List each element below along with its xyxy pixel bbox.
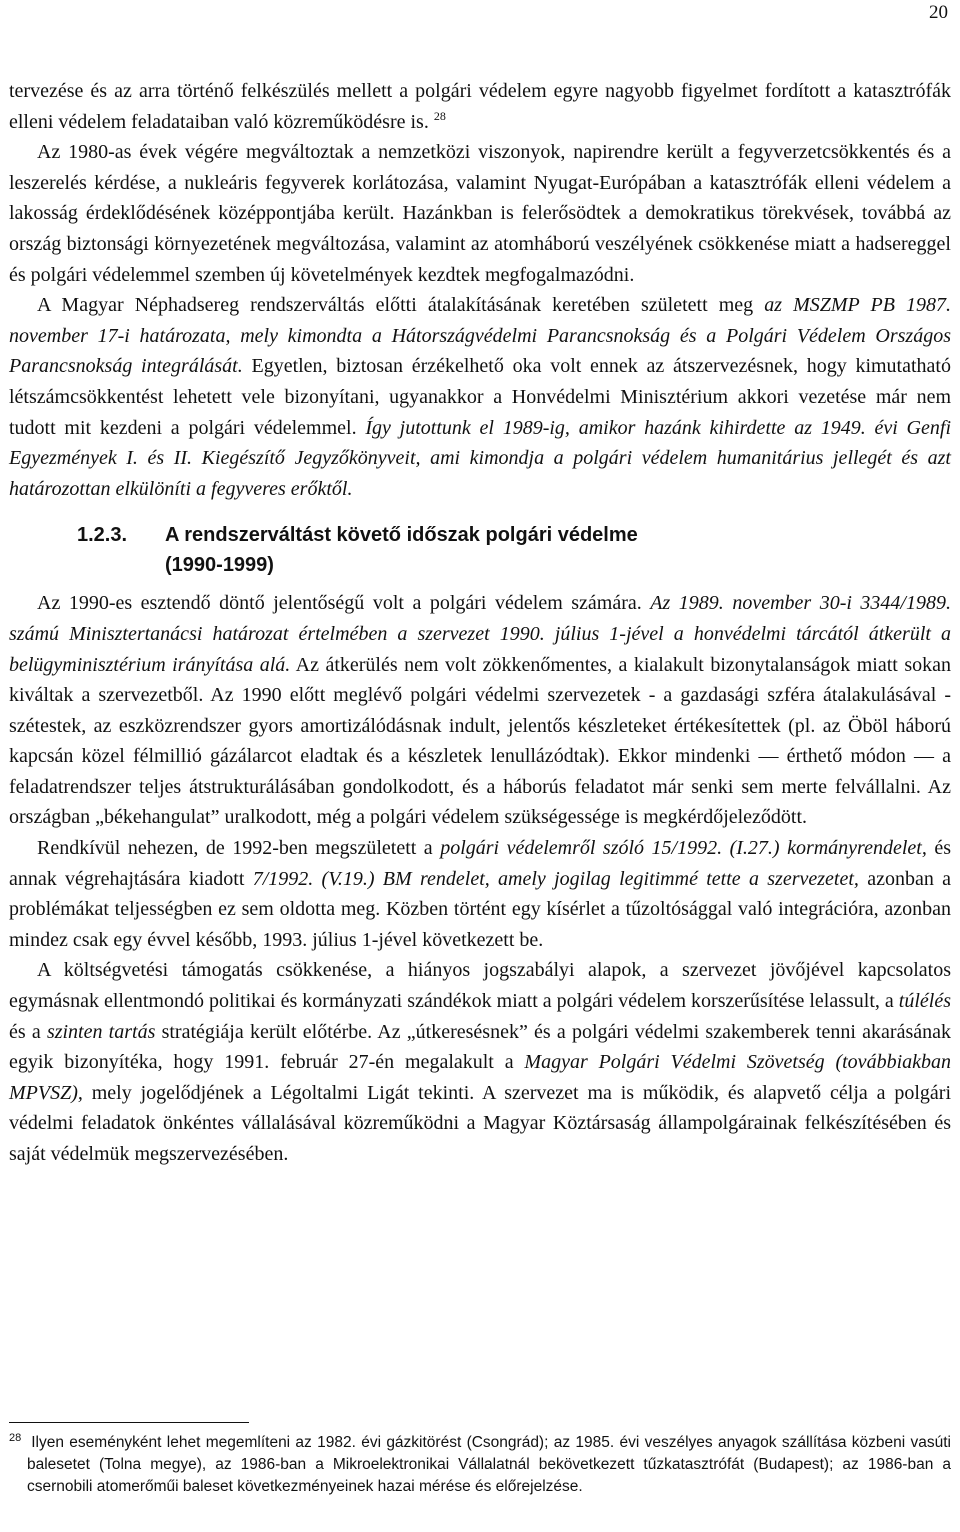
- paragraph-6: [9, 955, 951, 1169]
- footnote: [9, 1432, 951, 1498]
- paragraph-text: Rendkívül nehezen, de 1992-ben megszületett a: [37, 837, 441, 860]
- paragraph-text: A költségvetési támogatás csökkenése, a hiányos jogszabályi alapok, a szervezet jövőjével kapcsolatos egymásnak ellentmondó politikai és kormányzati szándékok miatt a polgári védelem korszerűsítése lelassult, a: [9, 959, 951, 1013]
- paragraph-5: [9, 833, 951, 955]
- italic-citation: az MSZMP PB 1987. november 17-i határozata, mely kimondta a Hátországvédelmi Parancsnokság és a Polgári Védelem Országos Parancsnokság integrálását.: [9, 294, 951, 378]
- section-number: 1.2.3.: [77, 524, 128, 547]
- paragraph-3: [9, 290, 951, 504]
- paragraph-4: [9, 588, 951, 833]
- paragraph-text: és annak végrehajtására kiadott: [9, 837, 951, 890]
- paragraph-text: Egyetlen, biztosan érzékelhető oka volt ennek az átszervezésnek, hogy kimutatható létszámcsökkentést lehetett vele bizonyítani, ugyanakkor a Honvédelmi Minisztérium akkori vezetése már nem tudott mit kezdeni a polgári védelemmel.: [9, 355, 951, 439]
- paragraph-text: Az 1990-es esztendő döntő jelentőségű volt a polgári védelem számára.: [37, 592, 651, 615]
- paragraph-text: Az 1980-as évek végére megváltoztak a nemzetközi viszonyok, napirendre került a fegyverzetcsökkentés és a leszerelés kérdése, a nukleáris fegyverek korlátozása, valamint Nyugat-Európában a katasztrófák elleni védelem a lakosság érdeklődésének középpontjába került. Hazánkban is felerősödtek a demokratikus törekvések, továbbá az ország biztonsági környezetének megváltozása, valamint az atomháború veszélyének csökkenése miatt a hadsereggel és polgári védelemmel szemben új követelmények kezdtek megfogalmazódni.: [9, 141, 951, 286]
- paragraph-text: stratégiája került előtérbe. Az „útkeresésnek” és a polgári védelmi szakemberek tenni akarásának egyik bizonyítéka, hogy 1991. február 27-én megalakult a: [9, 1020, 951, 1074]
- paragraph-text: azonban a problémákat teljességben ez sem oldotta meg. Közben történt egy kísérlet a tűzoltósággal való integrációra, azonban mindez csak egy évvel később, 1993. július 1-jével következett be.: [9, 867, 952, 951]
- italic-citation: Magyar Polgári Védelmi Szövetség (továbbiakban MPVSZ),: [9, 1051, 951, 1104]
- paragraph-text: és a: [9, 1020, 47, 1043]
- italic-citation: Az 1989. november 30-i 3344/1989. számú Minisztertanácsi határozat értelmében a szervezet 1990. július 1-jével a honvédelmi tárcától átkerült a belügyminisztérium irányítása alá.: [9, 592, 951, 676]
- section-title-line-1: A rendszerváltást követő időszak polgári védelme: [165, 524, 638, 547]
- paragraph-text: tervezése és az arra történő felkészülés mellett a polgári védelem egyre nagyobb figyelmet fordított a katasztrófák elleni védelem feladataiban való közreműködésre is.: [9, 80, 951, 133]
- paragraph-text: A Magyar Néphadsereg rendszerváltás előtti átalakításának keretében született meg: [37, 294, 765, 317]
- footnote-reference[interactable]: 28: [433, 108, 446, 123]
- section-title: [165, 520, 951, 580]
- section-title-line-2: (1990-1999): [165, 554, 274, 577]
- paragraph-1: [9, 76, 951, 137]
- footnote-text: Ilyen eseményként lehet megemlíteni az 1982. évi gázkitörést (Csongrád); az 1985. évi veszélyes anyagok szállítása közbeni vasúti balesetet (Tolna megye), az 1986-ban a Mikroelektronikai Vállalatnál bekövetkezett tűzkatasztrófát (Budapest); az 1986-ban a csernobili atomerőműi baleset következményeinek hazai mérése és előrejelzése.: [27, 1434, 951, 1495]
- paragraph-text: mely jogelődjének a Légoltalmi Ligát tekinti. A szervezet ma is működik, és alapvető célja a polgári védelmi feladatok önkéntes vállalásával közreműködni a Magyar Köztársaság állampolgárainak felkészítésében és saját védelmük megszervezésében.: [9, 1081, 951, 1165]
- italic-term: szinten tartás: [46, 1020, 156, 1043]
- italic-citation: polgári védelemről szóló 15/1992. (I.27.) kormányrendelet,: [440, 837, 927, 860]
- italic-term: túlélés: [898, 990, 951, 1013]
- italic-citation: 7/1992. (V.19.) BM rendelet, amely jogilag legitimmé tette a szervezetet,: [252, 867, 859, 890]
- footnote-body: [9, 1432, 951, 1498]
- page-number: 20: [929, 2, 948, 23]
- section-heading: [9, 520, 951, 580]
- paragraph-text: Az átkerülés nem volt zökkenőmentes, a kialakult bizonytalanságok miatt sokan kiváltak a szervezetből. Az 1990 előtt meglévő polgári védelmi szervezetek - a gazdasági szféra átalakulásával - szétestek, az eszközrendszer gyors amortizálódásnak indult, jelentős készleteket értékesítettek (pl. az Öböl háború kapcsán közel félmillió gázálarcot eladtak és a készletek lenullázódtak). Ekkor mindenki — érthető módon — a feladatrendszer teljes átstrukturálásában gondolkodott, és a háborús feladatot már senki sem merte felvállalni. Az országban „békehangulat” uralkodott, még a polgári védelem szükségessége is megkérdőjeleződött.: [9, 653, 951, 829]
- footnote-separator: [9, 1422, 249, 1423]
- paragraph-2: [9, 137, 951, 290]
- body-text: [9, 76, 951, 1170]
- italic-citation: Így jutottunk el 1989-ig, amikor hazánk kihirdette az 1949. évi Genfi Egyezmények I. és II. Kiegészítő Jegyzőkönyveit, ami kimondja a polgári védelem humanitárius jellegét és azt határozottan elkülöníti a fegyveres erőktől.: [9, 416, 951, 500]
- footnote-mark: 28: [9, 1432, 22, 1444]
